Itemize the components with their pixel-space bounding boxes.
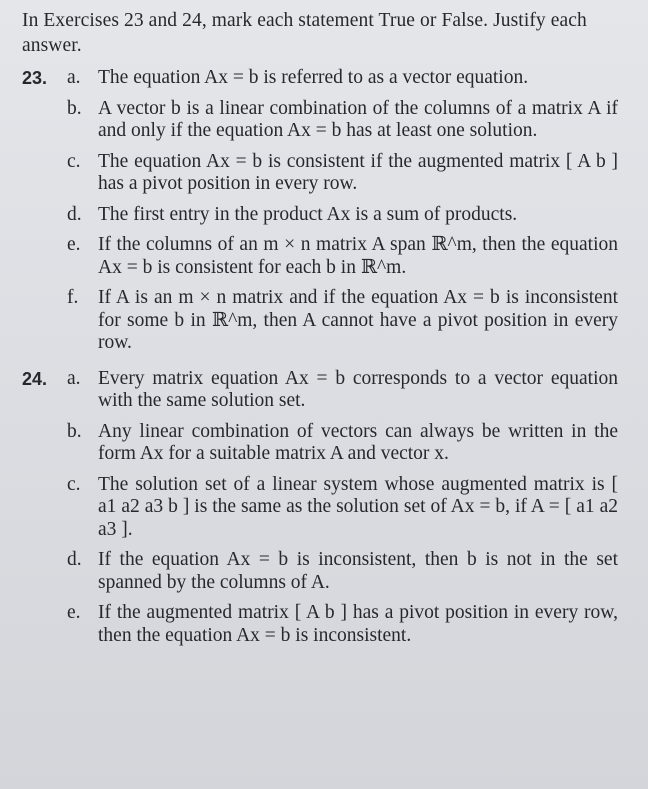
- item-letter: c.: [67, 473, 81, 495]
- item-letter: b.: [67, 420, 82, 442]
- exercise-item: [22, 287, 618, 355]
- exercise-24: [22, 368, 618, 648]
- exercise-item: [22, 67, 618, 90]
- item-text: If the equation Ax = b is inconsistent, then b is not in the set spanned by the columns of A.: [98, 549, 618, 593]
- item-text: The equation Ax = b is consistent if the augmented matrix [ A b ] has a pivot position in every row.: [98, 150, 618, 194]
- exercise-item: [22, 368, 618, 413]
- exercise-item: [22, 151, 618, 196]
- item-text: Any linear combination of vectors can always be written in the form Ax for a suitable matrix A and vector x.: [98, 420, 618, 464]
- item-text: If the columns of an m × n matrix A span ℝ^m, then the equation Ax = b is consistent for each b in ℝ^m.: [98, 234, 618, 278]
- item-letter: b.: [67, 97, 82, 119]
- exercise-item: [22, 204, 618, 227]
- item-letter: a.: [67, 367, 81, 389]
- exercise-number: 24.: [22, 368, 48, 389]
- exercise-23: [22, 67, 618, 355]
- item-letter: c.: [67, 150, 81, 172]
- item-text: The first entry in the product Ax is a sum of products.: [98, 203, 518, 225]
- item-text: Every matrix equation Ax = b corresponds to a vector equation with the same solution set.: [98, 367, 618, 411]
- exercise-item: [22, 602, 618, 647]
- item-letter: d.: [67, 549, 82, 570]
- exercise-item: [22, 421, 618, 466]
- item-text: The equation Ax = b is referred to as a vector equation.: [98, 67, 529, 88]
- item-letter: a.: [67, 67, 81, 88]
- item-letter: d.: [67, 203, 82, 225]
- item-letter: e.: [67, 602, 81, 623]
- item-text: If the augmented matrix [ A b ] has a pivot position in every row, then the equation Ax = b is inconsistent.: [98, 602, 618, 646]
- exercise-item: [22, 234, 618, 279]
- item-letter: e.: [67, 234, 81, 255]
- exercise-item: [22, 474, 618, 542]
- item-text: If A is an m × n matrix and if the equation Ax = b is inconsistent for some b in ℝ^m, then A cannot have a pivot position in every row.: [98, 287, 618, 353]
- item-text: A vector b is a linear combination of the columns of a matrix A if and only if the equation Ax = b has at least one solution.: [98, 97, 618, 141]
- exercise-number: 23.: [22, 68, 48, 88]
- item-text: The solution set of a linear system whose augmented matrix is [ a1 a2 a3 b ] is the same as the solution set of Ax = b, if A = [ a1 a2 a3 ].: [98, 473, 618, 540]
- item-letter: f.: [67, 287, 79, 308]
- exercise-instructions: In Exercises 23 and 24, mark each statement True or False. Justify each answer.: [22, 10, 587, 56]
- exercise-item: [22, 549, 618, 594]
- exercise-item: [22, 98, 618, 143]
